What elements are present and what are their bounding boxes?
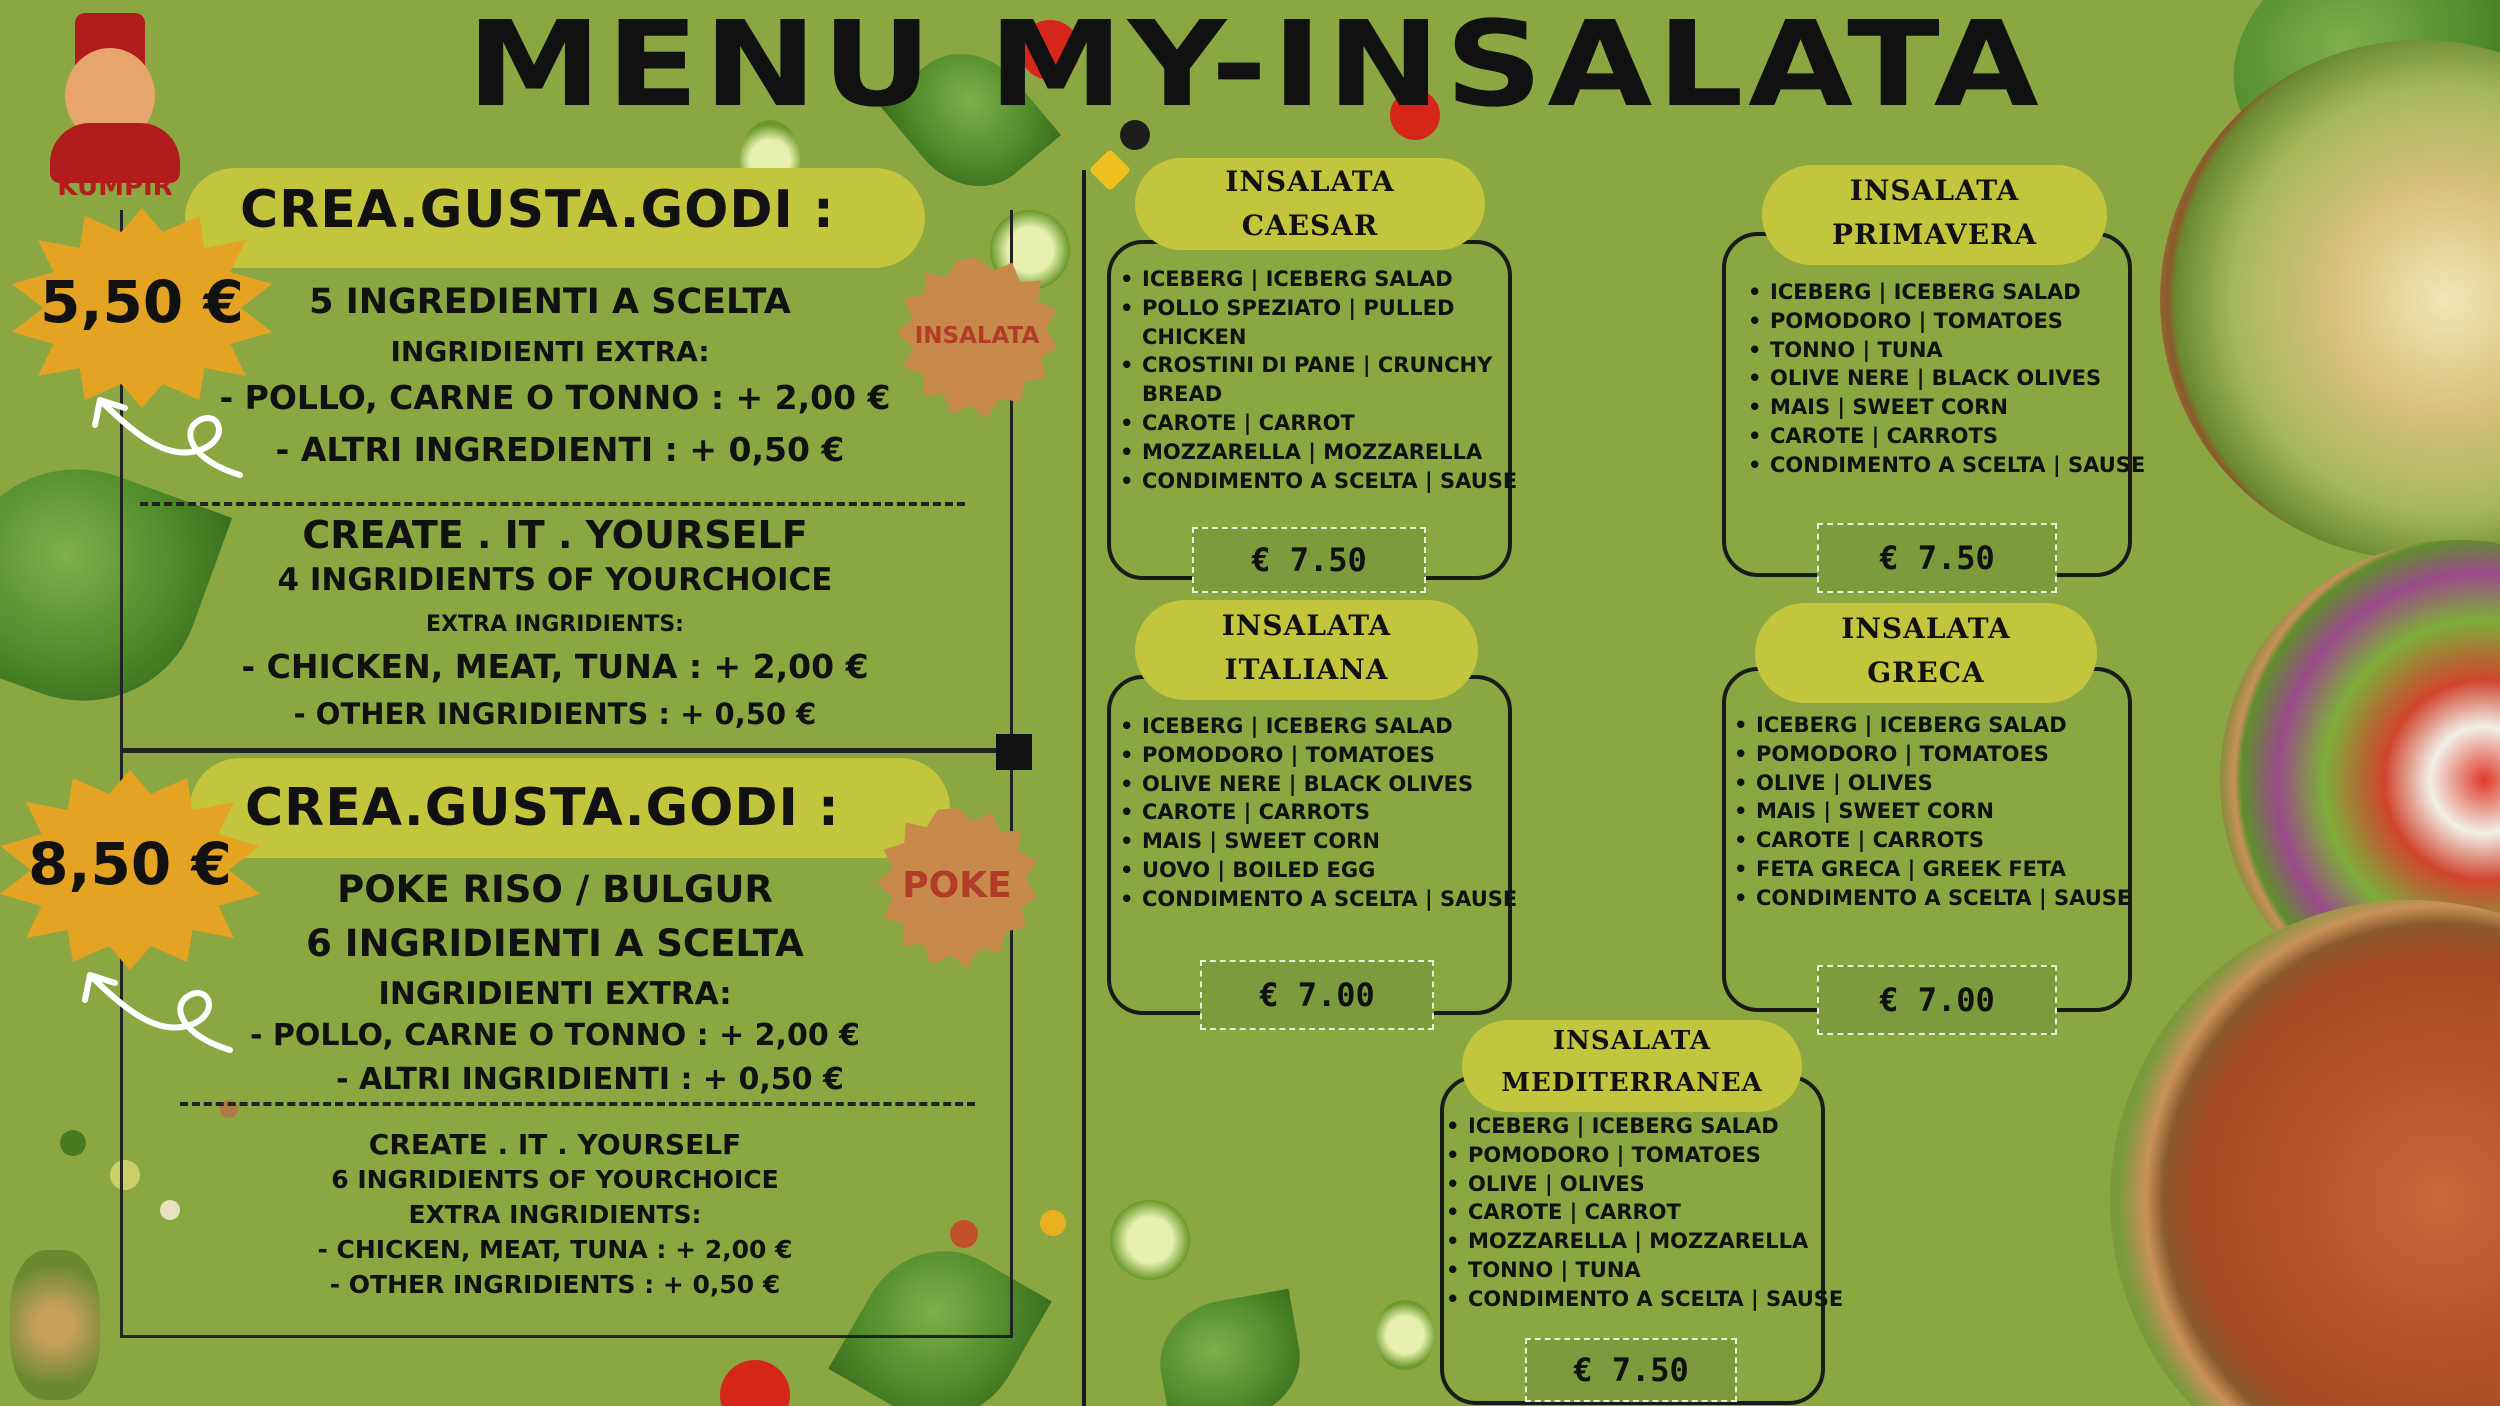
salad-card-mediterranea-price: € 7.50 [1525,1338,1737,1402]
list-item: • ICEBERG | ICEBERG SALAD [1444,1112,1843,1141]
block2-en-line: CREATE . IT . YOURSELF [368,1128,742,1161]
list-item: • ICEBERG | ICEBERG SALAD [1732,711,2131,740]
salad-card-mediterranea-items [1444,1112,1843,1314]
list-item: BREAD [1142,382,1223,407]
block1-line: INGRIDIENTI EXTRA: [390,335,710,368]
block1-line: 5 INGREDIENTI A SCELTA [309,282,791,322]
list-item: • CONDIMENTO A SCELTA | SAUSE [1444,1285,1843,1314]
salad-card-italiana-items [1118,712,1517,914]
list-item: • POMODORO | TOMATOES [1118,741,1517,770]
pepper-decoration [950,1220,978,1248]
list-item: • ICEBERG | ICEBERG SALAD [1118,712,1517,741]
block1-header: CREA.GUSTA.GODI : [240,180,835,240]
list-item: • ICEBERG | ICEBERG SALAD [1118,265,1517,294]
salad-title-line: PRIMAVERA [1831,218,2038,251]
block1-en-line: CREATE . IT . YOURSELF [302,513,808,557]
block2-line: POKE RISO / BULGUR [337,868,773,911]
list-item: • CAROTE | CARROT [1118,409,1517,438]
page-title: MENU MY-INSALATA [466,0,2044,133]
dashed-separator [180,1102,975,1106]
list-item: • CAROTE | CARROT [1444,1198,1843,1227]
block2-en-line: - OTHER INGRIDIENTS : + 0,50 € [329,1270,781,1299]
poke-tag-label: POKE [902,865,1012,906]
block2-en-line: 6 INGRIDIENTS OF YOURCHOICE [331,1165,779,1194]
block2-line: - POLLO, CARNE O TONNO : + 2,00 € [249,1018,861,1053]
salad-card-italiana-price: € 7.00 [1200,960,1434,1030]
list-item: • CAROTE | CARROTS [1746,422,2145,451]
block2-line: - ALTRI INGRIDIENTI : + 0,50 € [336,1062,844,1097]
logo-text: KUMPIR [57,172,173,202]
list-item: • CROSTINI DI PANE | CRUNCHY [1118,351,1517,380]
block2-header: CREA.GUSTA.GODI : [245,778,840,838]
list-item: • UOVO | BOILED EGG [1118,856,1517,885]
salad-card-greca-price: € 7.00 [1817,965,2057,1035]
list-item: • CONDIMENTO A SCELTA | SAUSE [1118,885,1517,914]
logo-small-text: DR. [101,158,129,174]
list-item: • CONDIMENTO A SCELTA | SAUSE [1746,451,2145,480]
salad-title-line: GRECA [1867,656,1985,689]
arrow-doodle-icon [80,380,250,490]
block1-line: - ALTRI INGREDIENTI : + 0,50 € [275,430,845,469]
list-item: • TONNO | TUNA [1444,1256,1843,1285]
leaf-decoration [1151,1289,1310,1406]
salad-card-primavera-title [1762,165,2107,265]
salad-card-greca-title [1755,603,2097,703]
insalata-tag-label: INSALATA [914,323,1040,349]
salad-card-mediterranea-title [1462,1020,1802,1112]
list-item: • CAROTE | CARROTS [1732,826,2131,855]
pepper-decoration [1089,149,1131,191]
list-item: • MOZZARELLA | MOZZARELLA [1444,1227,1843,1256]
grain-decoration [10,1250,100,1400]
salad-card-caesar-title [1135,158,1485,250]
left-divider-line [120,748,1020,753]
list-item: • OLIVE | OLIVES [1444,1170,1843,1199]
center-divider [1082,170,1086,1406]
list-item: CHICKEN [1142,324,1247,349]
list-item: • ICEBERG | ICEBERG SALAD [1746,278,2145,307]
salad-title-line: INSALATA [1841,612,2011,645]
salad-card-greca-items [1732,711,2131,913]
list-item: • CAROTE | CARROTS [1118,798,1517,827]
salad-card-caesar-items [1118,265,1517,495]
bulgur-bowl-image [2110,900,2500,1406]
block1-en-line: - CHICKEN, MEAT, TUNA : + 2,00 € [241,647,869,686]
divider-square [996,734,1032,770]
list-item: • MOZZARELLA | MOZZARELLA [1118,438,1517,467]
tomato-decoration [720,1360,790,1406]
list-item: • CONDIMENTO A SCELTA | SAUSE [1732,884,2131,913]
list-item: • POLLO SPEZIATO | PULLED [1118,294,1517,323]
salad-title-line: INSALATA [1221,609,1392,642]
salad-title-line: INSALATA [1225,165,1395,198]
block2-en-line: - CHICKEN, MEAT, TUNA : + 2,00 € [317,1235,793,1264]
left-frame-line [120,1335,1013,1338]
salad-title-line: MEDITERRANEA [1501,1068,1763,1098]
list-item: • POMODORO | TOMATOES [1732,740,2131,769]
block1-price: 5,50 € [40,268,244,336]
list-item: • OLIVE NERE | BLACK OLIVES [1746,364,2145,393]
salad-card-primavera-items [1746,278,2145,480]
brand-logo [30,8,200,203]
list-item: • MAIS | SWEET CORN [1732,797,2131,826]
block1-line: - POLLO, CARNE O TONNO : + 2,00 € [219,378,891,417]
block1-en-line: 4 INGRIDIENTS OF YOURCHOICE [277,562,833,598]
salad-card-italiana-title [1135,600,1478,700]
block2-price: 8,50 € [28,830,232,898]
salad-card-caesar-price: € 7.50 [1192,527,1426,593]
salad-title-line: CAESAR [1241,209,1379,242]
block1-en-line: EXTRA INGRIDIENTS: [426,612,684,637]
cucumber-decoration [1110,1200,1190,1280]
caesar-bowl-image [2160,40,2500,560]
cucumber-decoration [1375,1300,1435,1370]
list-item: • MAIS | SWEET CORN [1746,393,2145,422]
grain-decoration [110,1160,140,1190]
list-item: • OLIVE NERE | BLACK OLIVES [1118,770,1517,799]
dashed-separator [140,502,965,506]
salad-title-line: INSALATA [1552,1026,1711,1056]
arrow-doodle-icon [70,955,240,1065]
list-item: • CONDIMENTO A SCELTA | SAUSE [1118,467,1517,496]
list-item: • MAIS | SWEET CORN [1118,827,1517,856]
list-item: • FETA GRECA | GREEK FETA [1732,855,2131,884]
list-item: • POMODORO | TOMATOES [1746,307,2145,336]
block2-line: INGRIDIENTI EXTRA: [378,976,732,1012]
salad-title-line: ITALIANA [1224,653,1389,686]
block2-en-line: EXTRA INGRIDIENTS: [408,1200,702,1229]
pepper-decoration [1040,1210,1066,1236]
block1-en-line: - OTHER INGRIDIENTS : + 0,50 € [293,697,817,731]
grain-decoration [160,1200,180,1220]
grain-decoration [60,1130,86,1156]
salad-title-line: INSALATA [1849,174,2020,207]
list-item: • OLIVE | OLIVES [1732,769,2131,798]
salad-card-primavera-price: € 7.50 [1817,523,2057,593]
block2-line: 6 INGRIDIENTI A SCELTA [306,922,804,965]
list-item: • POMODORO | TOMATOES [1444,1141,1843,1170]
list-item: • TONNO | TUNA [1746,336,2145,365]
